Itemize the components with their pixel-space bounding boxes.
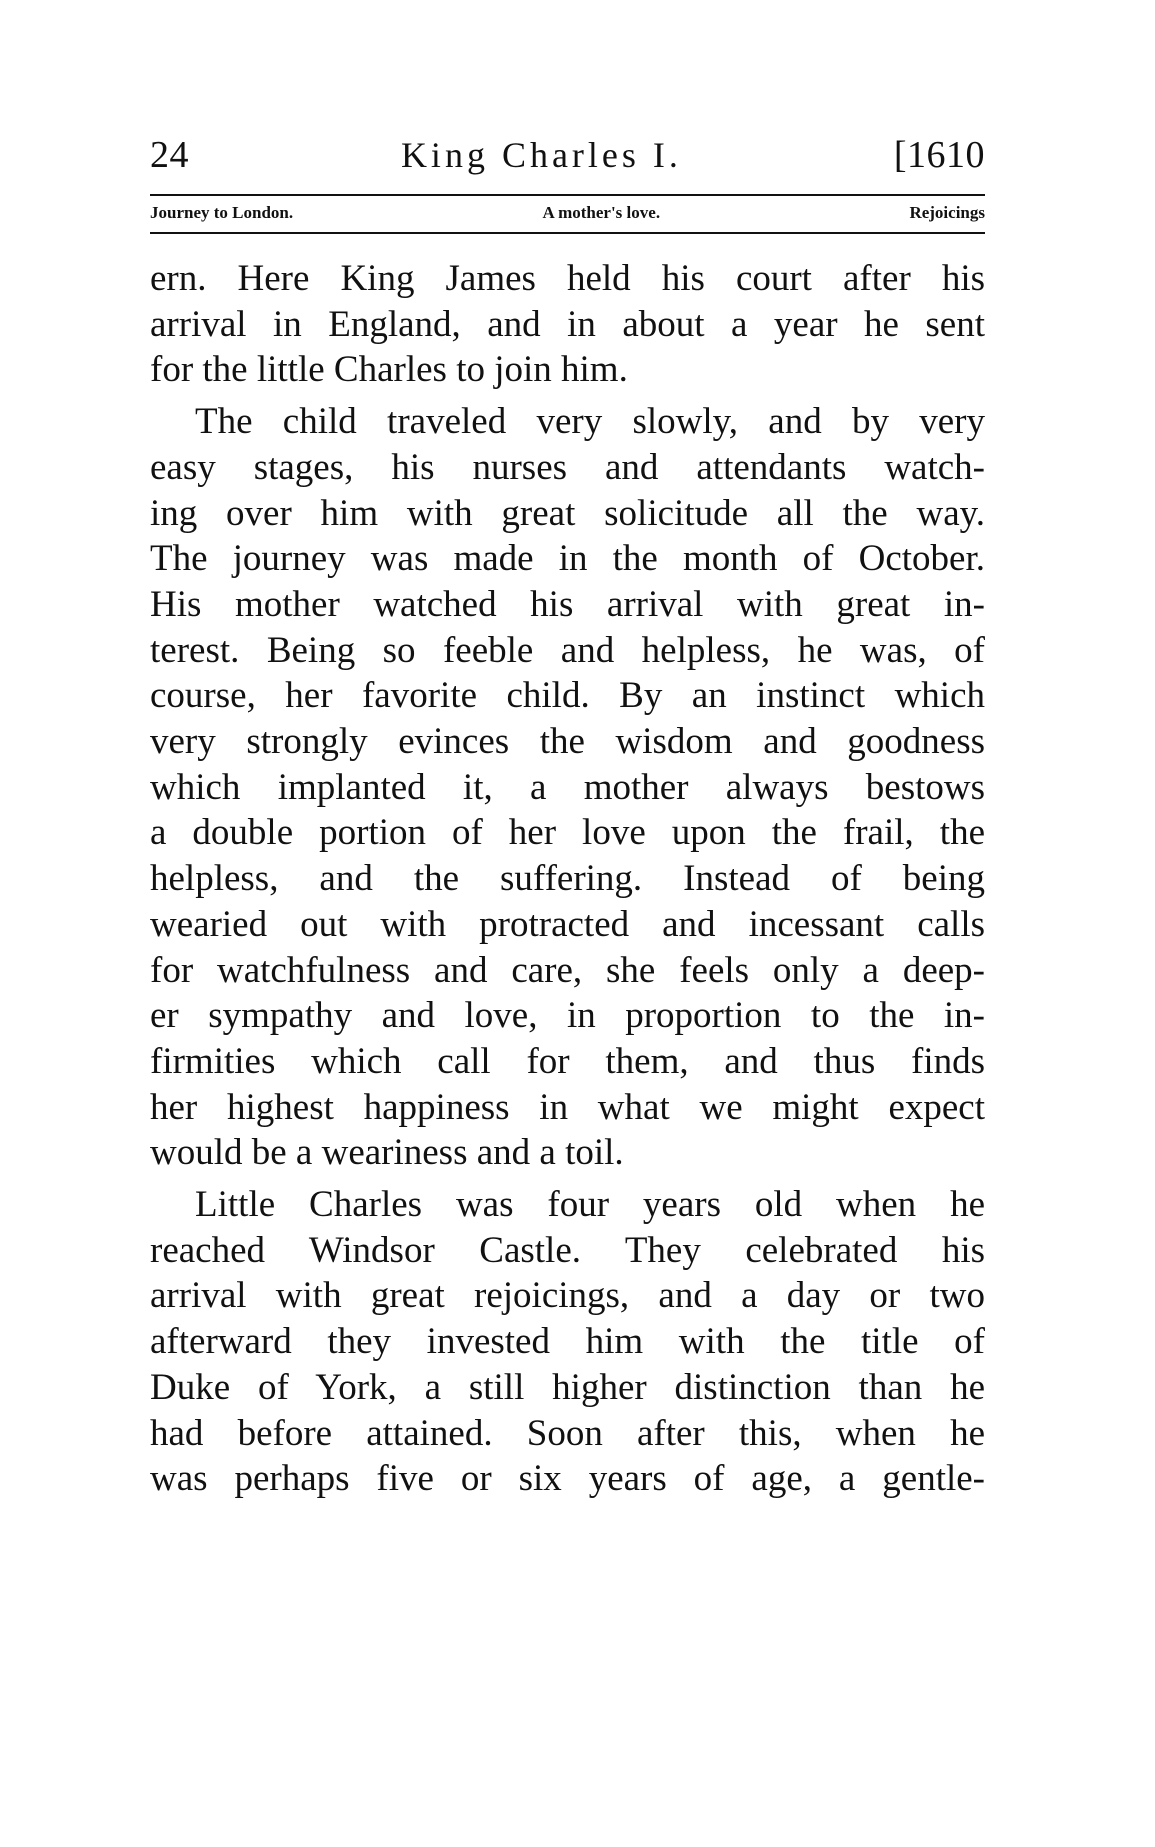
- text-line: His mother watched his arrival with great in-: [150, 583, 985, 625]
- text-line: would be a weariness and a toil.: [150, 1132, 624, 1174]
- text-line: arrival with great rejoicings, and a day or two: [150, 1275, 985, 1317]
- text-line: afterward they invested him with the title of: [150, 1321, 985, 1363]
- text-line: easy stages, his nurses and attendants watch-: [150, 446, 985, 488]
- body-text: [150, 256, 985, 1502]
- text-line: a double portion of her love upon the frail, the: [150, 812, 985, 854]
- paragraph: [150, 1182, 985, 1502]
- text-line: course, her favorite child. By an instinct which: [150, 675, 985, 717]
- page-number: 24: [150, 134, 189, 176]
- text-line: had before attained. Soon after this, when he: [150, 1412, 985, 1454]
- year-marker: [1610: [893, 134, 985, 176]
- text-line: wearied out with protracted and incessant calls: [150, 903, 985, 945]
- text-line: ern. Here King James held his court after his: [150, 258, 985, 299]
- side-note-center: A mother's love.: [542, 203, 661, 222]
- side-note-left: Journey to London.: [150, 203, 294, 222]
- text-line: Little Charles was four years old when he: [195, 1184, 985, 1226]
- text-line: helpless, and the suffering. Instead of being: [150, 858, 985, 900]
- paragraph: [150, 399, 985, 1176]
- text-line: which implanted it, a mother always bestows: [150, 766, 985, 808]
- running-head: [150, 130, 985, 180]
- text-line: was perhaps five or six years of age, a gentle-: [150, 1458, 985, 1500]
- text-line: terest. Being so feeble and helpless, he was, of: [150, 629, 985, 671]
- text-line: very strongly evinces the wisdom and goodness: [150, 721, 985, 763]
- paragraph: [150, 256, 985, 393]
- book-page: [150, 130, 985, 1502]
- text-line: Duke of York, a still higher distinction than he: [150, 1366, 985, 1408]
- text-line: er sympathy and love, in proportion to the in-: [150, 995, 985, 1037]
- text-line: for watchfulness and care, she feels only a deep-: [150, 949, 985, 991]
- text-line: The child traveled very slowly, and by very: [195, 401, 985, 443]
- header-rule-bottom: [150, 232, 985, 234]
- text-line: firmities which call for them, and thus finds: [150, 1040, 985, 1082]
- text-line: for the little Charles to join him.: [150, 349, 628, 391]
- side-notes: [150, 196, 985, 230]
- text-line: The journey was made in the month of October.: [150, 538, 985, 580]
- running-title: King Charles I.: [400, 135, 682, 175]
- text-line: arrival in England, and in about a year he sent: [150, 303, 985, 345]
- text-line: her highest happiness in what we might expect: [150, 1086, 985, 1128]
- text-line: reached Windsor Castle. They celebrated his: [150, 1229, 985, 1271]
- side-note-right: Rejoicings: [909, 203, 985, 222]
- text-line: ing over him with great solicitude all the way.: [150, 492, 985, 534]
